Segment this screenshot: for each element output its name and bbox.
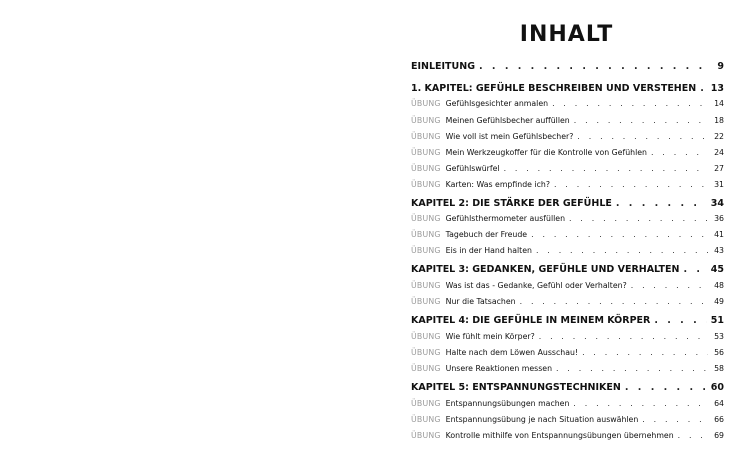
toc-entry-title: Meinen Gefühlsbecher auffüllen bbox=[445, 116, 570, 125]
toc-page-number: 24 bbox=[714, 148, 724, 157]
toc-exercise-entry bbox=[411, 230, 724, 239]
dot-leader bbox=[569, 214, 708, 223]
toc-entry-title: Unsere Reaktionen messen bbox=[445, 364, 553, 373]
toc-page-number: 13 bbox=[710, 83, 724, 94]
toc-page-number: 18 bbox=[714, 116, 724, 125]
toc-entry-title: Eis in der Hand halten bbox=[445, 246, 532, 255]
exercise-label: ÜBUNG bbox=[411, 399, 441, 408]
dot-leader bbox=[554, 180, 708, 189]
toc-page-number: 41 bbox=[714, 230, 724, 239]
dot-leader bbox=[573, 399, 708, 408]
toc-entry-title: Was ist das - Gedanke, Gefühl oder Verhalten? bbox=[445, 281, 627, 290]
toc-entry-title: Wie voll ist mein Gefühlsbecher? bbox=[445, 132, 574, 141]
dot-leader bbox=[556, 364, 708, 373]
exercise-label: ÜBUNG bbox=[411, 148, 441, 157]
toc-exercise-entry bbox=[411, 415, 724, 424]
toc-page-number: 31 bbox=[714, 180, 724, 189]
exercise-label: ÜBUNG bbox=[411, 99, 441, 108]
dot-leader bbox=[539, 332, 708, 341]
toc-entry-title: Entspannungsübungen machen bbox=[445, 399, 570, 408]
toc-exercise-entry bbox=[411, 132, 724, 141]
toc-entry-title: KAPITEL 5: ENTSPANNUNGSTECHNIKEN bbox=[411, 382, 621, 393]
toc-entry-title: KAPITEL 4: DIE GEFÜHLE IN MEINEM KÖRPER bbox=[411, 315, 651, 326]
toc-exercise-entry bbox=[411, 164, 724, 173]
dot-leader bbox=[642, 415, 708, 424]
toc-page-number: 45 bbox=[710, 264, 724, 275]
dot-leader bbox=[552, 99, 708, 108]
toc-page-number: 34 bbox=[710, 198, 724, 209]
toc-entry-title: Wie fühlt mein Körper? bbox=[445, 332, 535, 341]
toc-exercise-entry bbox=[411, 399, 724, 408]
toc-entry-title: Halte nach dem Löwen Ausschau! bbox=[445, 348, 579, 357]
toc-chapter-entry bbox=[411, 198, 724, 209]
toc-page-number: 56 bbox=[714, 348, 724, 357]
toc-exercise-entry bbox=[411, 148, 724, 157]
toc-exercise-entry bbox=[411, 297, 724, 306]
toc-chapter-entry bbox=[411, 61, 724, 72]
toc-exercise-entry bbox=[411, 99, 724, 108]
dot-leader bbox=[616, 198, 707, 209]
toc-page-number: 51 bbox=[710, 315, 724, 326]
toc-page-number: 66 bbox=[714, 415, 724, 424]
dot-leader bbox=[678, 431, 708, 440]
exercise-label: ÜBUNG bbox=[411, 281, 441, 290]
dot-leader bbox=[625, 382, 707, 393]
toc-exercise-entry bbox=[411, 180, 724, 189]
toc-chapter-entry bbox=[411, 315, 724, 326]
toc-page-number: 48 bbox=[714, 281, 724, 290]
dot-leader bbox=[504, 164, 708, 173]
toc-entry-title: Entspannungsübung je nach Situation auswählen bbox=[445, 415, 639, 424]
exercise-label: ÜBUNG bbox=[411, 230, 441, 239]
toc-entry-title: Gefühlsgesichter anmalen bbox=[445, 99, 549, 108]
toc-page-number: 58 bbox=[714, 364, 724, 373]
exercise-label: ÜBUNG bbox=[411, 180, 441, 189]
toc-page-number: 22 bbox=[714, 132, 724, 141]
dot-leader bbox=[479, 61, 708, 72]
page-title: INHALT bbox=[519, 22, 614, 47]
toc-exercise-entry bbox=[411, 214, 724, 223]
dot-leader bbox=[536, 246, 708, 255]
exercise-label: ÜBUNG bbox=[411, 332, 441, 341]
exercise-label: ÜBUNG bbox=[411, 348, 441, 357]
dot-leader bbox=[531, 230, 708, 239]
exercise-label: ÜBUNG bbox=[411, 116, 441, 125]
toc-entry-title: Nur die Tatsachen bbox=[445, 297, 516, 306]
toc-page-number: 36 bbox=[714, 214, 724, 223]
toc-exercise-entry bbox=[411, 348, 724, 357]
dot-leader bbox=[577, 132, 708, 141]
dot-leader bbox=[520, 297, 708, 306]
toc-page-number: 9 bbox=[717, 61, 724, 72]
exercise-label: ÜBUNG bbox=[411, 132, 441, 141]
toc-entry-title: 1. KAPITEL: GEFÜHLE BESCHREIBEN UND VERSTEHEN bbox=[411, 83, 697, 94]
toc-exercise-entry bbox=[411, 431, 724, 440]
toc-exercise-entry bbox=[411, 364, 724, 373]
dot-leader bbox=[654, 315, 706, 326]
toc-chapter-entry bbox=[411, 83, 724, 94]
toc-entry-title: Gefühlsthermometer ausfüllen bbox=[445, 214, 566, 223]
exercise-label: ÜBUNG bbox=[411, 214, 441, 223]
dot-leader bbox=[574, 116, 708, 125]
toc-page-number: 49 bbox=[714, 297, 724, 306]
toc-page-number: 69 bbox=[714, 431, 724, 440]
toc-page-number: 14 bbox=[714, 99, 724, 108]
toc-exercise-entry bbox=[411, 281, 724, 290]
toc-chapter-entry bbox=[411, 382, 724, 393]
exercise-label: ÜBUNG bbox=[411, 164, 441, 173]
toc-page-number: 27 bbox=[714, 164, 724, 173]
dot-leader bbox=[582, 348, 708, 357]
dot-leader bbox=[651, 148, 708, 157]
dot-leader bbox=[631, 281, 708, 290]
toc-entry-title: Kontrolle mithilfe von Entspannungsübungen übernehmen bbox=[445, 431, 674, 440]
toc-exercise-entry bbox=[411, 246, 724, 255]
toc-exercise-entry bbox=[411, 332, 724, 341]
dot-leader bbox=[700, 83, 707, 94]
toc-page-number: 64 bbox=[714, 399, 724, 408]
toc-entry-title: Tagebuch der Freude bbox=[445, 230, 528, 239]
toc-exercise-entry bbox=[411, 116, 724, 125]
toc-entry-title: KAPITEL 2: DIE STÄRKE DER GEFÜHLE bbox=[411, 198, 612, 209]
toc-entry-title: KAPITEL 3: GEDANKEN, GEFÜHLE UND VERHALTEN bbox=[411, 264, 680, 275]
toc-chapter-entry bbox=[411, 264, 724, 275]
exercise-label: ÜBUNG bbox=[411, 431, 441, 440]
toc-entry-title: EINLEITUNG bbox=[411, 61, 475, 72]
exercise-label: ÜBUNG bbox=[411, 364, 441, 373]
toc-page-number: 53 bbox=[714, 332, 724, 341]
dot-leader bbox=[683, 264, 706, 275]
exercise-label: ÜBUNG bbox=[411, 246, 441, 255]
toc-page-number: 60 bbox=[710, 382, 724, 393]
toc-page-number: 43 bbox=[714, 246, 724, 255]
exercise-label: ÜBUNG bbox=[411, 415, 441, 424]
toc-entry-title: Karten: Was empfinde ich? bbox=[445, 180, 550, 189]
toc-entry-title: Mein Werkzeugkoffer für die Kontrolle von Gefühlen bbox=[445, 148, 648, 157]
exercise-label: ÜBUNG bbox=[411, 297, 441, 306]
toc-entry-title: Gefühlswürfel bbox=[445, 164, 500, 173]
